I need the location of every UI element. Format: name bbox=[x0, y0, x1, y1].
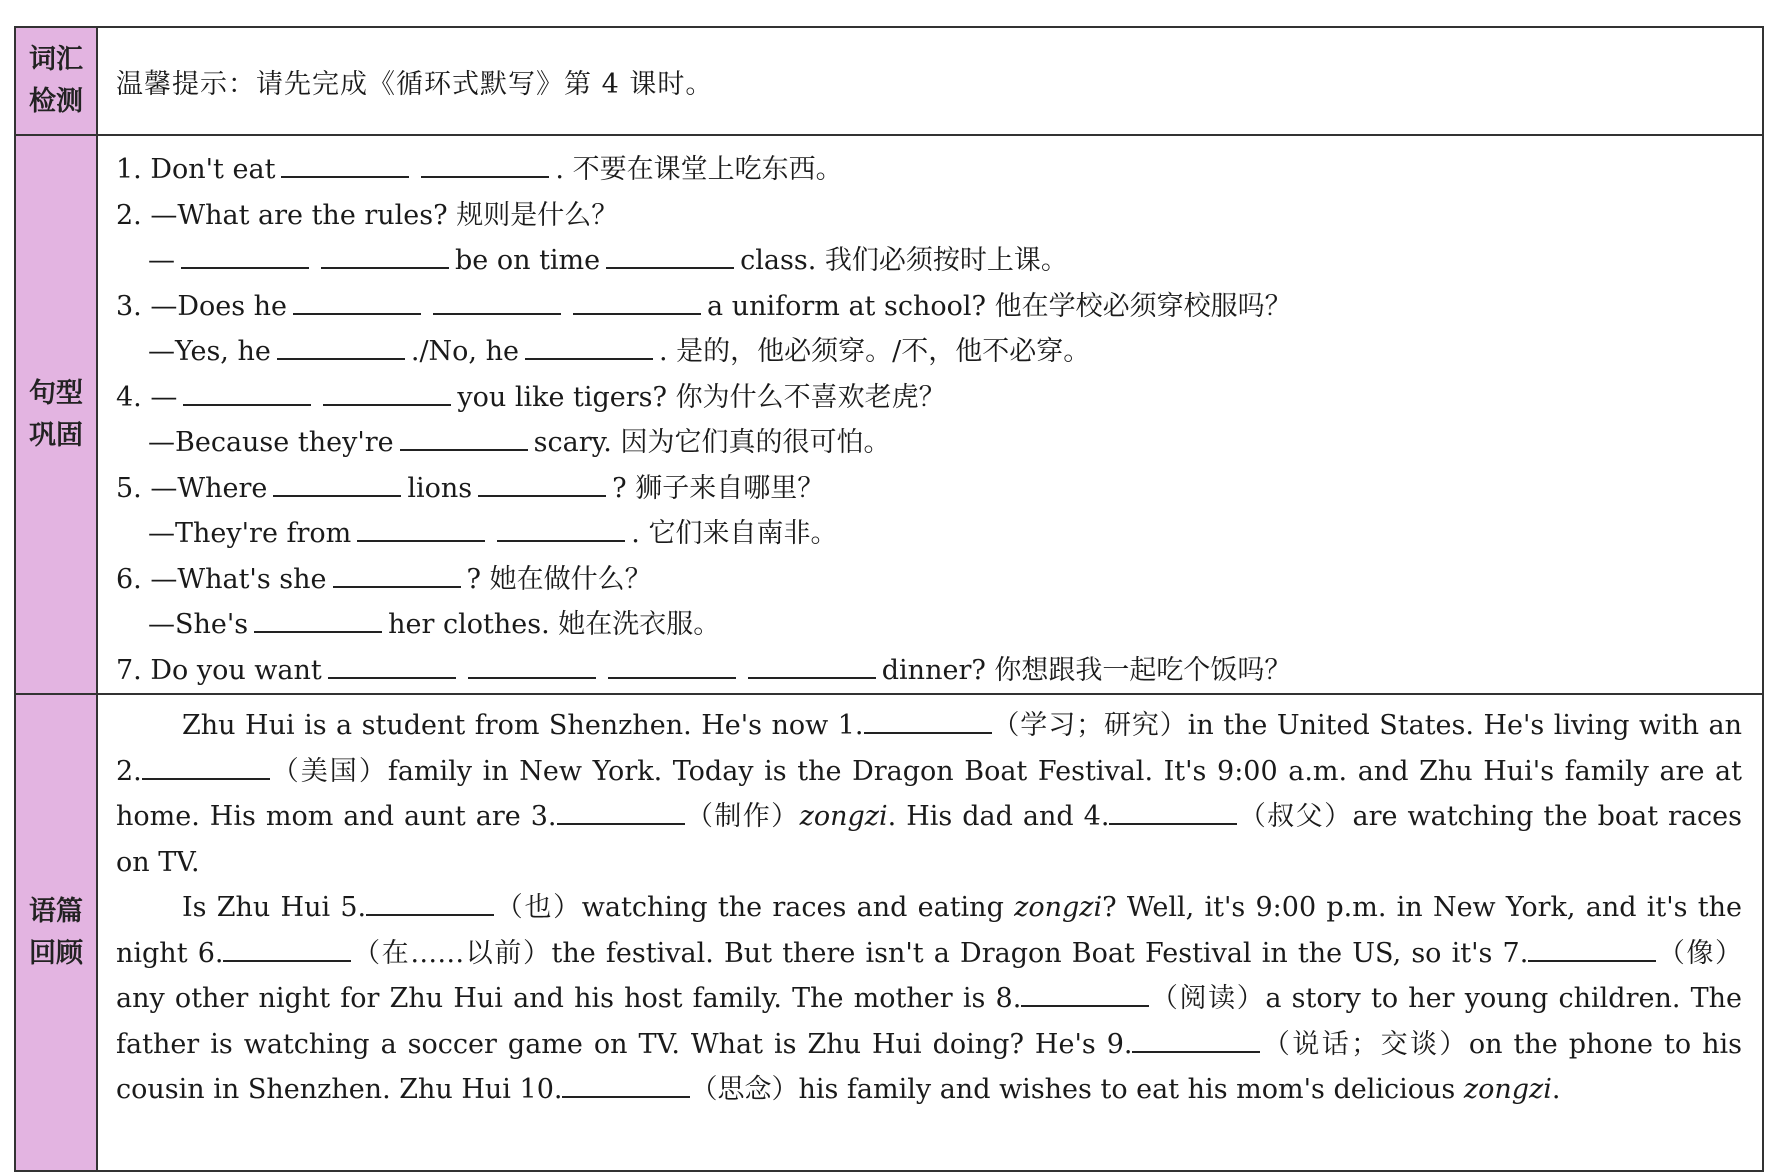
vocab-label-line1: 词汇 bbox=[29, 44, 83, 75]
answer-blank[interactable] bbox=[748, 651, 876, 679]
passage-text-segment: （说话；交谈）on the phone to his cousin in Shenzhen. Zhu Hui 10. bbox=[116, 1028, 1742, 1105]
sentence-line bbox=[116, 420, 1742, 466]
sentence-line bbox=[116, 375, 1742, 421]
passage-text-segment: （思念）his family and wishes to eat his mom's delicious bbox=[690, 1074, 1456, 1105]
answer-blank[interactable] bbox=[254, 605, 382, 633]
passage-text-segment: （学习；研究）in the United States. He's living with an 2. bbox=[116, 710, 1743, 787]
passage-paragraph-2 bbox=[116, 885, 1742, 1113]
sentence-text: ./No, he bbox=[410, 336, 519, 367]
sentence-line bbox=[116, 466, 1742, 512]
worksheet bbox=[14, 26, 1764, 1164]
sentence-text: dinner? 你想跟我一起吃个饭吗？ bbox=[881, 654, 1292, 686]
passage-text-segment: （美国）family in New York. Today is the Dragon Boat Festival. It's 9:00 a.m. and Zhu Hui's family are at home. His mom and aunt are 3. bbox=[116, 755, 1742, 832]
sentence-text: 3. —Does he bbox=[116, 290, 288, 322]
answer-blank[interactable] bbox=[321, 241, 449, 269]
blank-9[interactable] bbox=[1132, 1027, 1260, 1053]
sentence-text: — bbox=[148, 245, 175, 276]
sentence-line bbox=[116, 147, 1742, 193]
passage-content bbox=[97, 694, 1763, 1171]
sentence-text: a uniform at school? 他在学校必须穿校服吗？ bbox=[707, 290, 1292, 322]
sentence-text: scary. 因为它们真的很可怕。 bbox=[533, 427, 891, 458]
answer-blank[interactable] bbox=[333, 560, 461, 588]
passage-row bbox=[15, 694, 1763, 1171]
sentence-line bbox=[116, 284, 1742, 330]
sentence-text: lions bbox=[407, 472, 473, 504]
answer-blank[interactable] bbox=[497, 514, 625, 542]
answer-blank[interactable] bbox=[606, 241, 734, 269]
sentence-line bbox=[116, 511, 1742, 557]
answer-blank[interactable] bbox=[181, 241, 309, 269]
blank-6[interactable] bbox=[223, 936, 351, 962]
answer-blank[interactable] bbox=[273, 469, 401, 497]
vocab-tip: 温馨提示：请先完成《循环式默写》第 4 课时。 bbox=[116, 69, 714, 100]
passage-italic-word: zongzi bbox=[1014, 892, 1103, 923]
sentence-text: 6. —What's she bbox=[116, 563, 327, 595]
sentence-text: ? 她在做什么？ bbox=[466, 563, 652, 595]
passage-text-segment: （也）watching the races and eating bbox=[494, 892, 1004, 923]
answer-blank[interactable] bbox=[433, 287, 561, 315]
sentence-text: 5. —Where bbox=[116, 472, 268, 504]
answer-blank[interactable] bbox=[277, 332, 405, 360]
blank-4[interactable] bbox=[1109, 799, 1237, 825]
answer-blank[interactable] bbox=[468, 651, 596, 679]
passage-text-segment: Is Zhu Hui 5. bbox=[182, 892, 367, 923]
answer-blank[interactable] bbox=[525, 332, 653, 360]
sentence-text: 7. Do you want bbox=[116, 654, 322, 686]
sentence-text: —She's bbox=[148, 609, 249, 640]
passage-text-segment: . His dad and 4. bbox=[887, 801, 1110, 832]
vocab-content bbox=[97, 27, 1763, 135]
answer-blank[interactable] bbox=[478, 469, 606, 497]
answer-blank[interactable] bbox=[281, 150, 409, 178]
answer-blank[interactable] bbox=[573, 287, 701, 315]
blank-1[interactable] bbox=[864, 708, 992, 734]
sentences-row bbox=[15, 135, 1763, 694]
sentence-list bbox=[98, 136, 1762, 693]
sentence-text: ? 狮子来自哪里？ bbox=[612, 472, 825, 504]
worksheet-table bbox=[14, 26, 1764, 1172]
sentence-line bbox=[116, 193, 1742, 239]
passage-text-segment: （像）any other night for Zhu Hui and his host family. The mother is 8. bbox=[116, 937, 1743, 1014]
sentence-text: be on time bbox=[455, 245, 601, 276]
passage-text-segment: ? Well, it's 9:00 p.m. in New York, and it's the night 6. bbox=[116, 892, 1742, 969]
sentence-text: 1. Don't eat bbox=[116, 154, 276, 185]
passage-label-line2: 回顾 bbox=[29, 937, 83, 969]
blank-2[interactable] bbox=[142, 754, 270, 780]
sentence-text: . 不要在课堂上吃东西。 bbox=[555, 154, 843, 185]
blank-3[interactable] bbox=[557, 799, 685, 825]
passage-italic-word: zongzi bbox=[799, 801, 888, 832]
sentence-text: 2. —What are the rules? 规则是什么？ bbox=[116, 199, 619, 231]
vocab-label bbox=[15, 27, 97, 135]
blank-5[interactable] bbox=[366, 890, 494, 916]
sentence-line bbox=[116, 602, 1742, 648]
passage-label bbox=[15, 694, 97, 1171]
passage-text-segment: （叔父）are watching the boat races on TV. bbox=[116, 801, 1743, 878]
passage-label-line1: 语篇 bbox=[29, 895, 83, 927]
blank-10[interactable] bbox=[562, 1072, 690, 1098]
answer-blank[interactable] bbox=[608, 651, 736, 679]
answer-blank[interactable] bbox=[293, 287, 421, 315]
sentence-text: you like tigers? 你为什么不喜欢老虎？ bbox=[457, 381, 946, 413]
sentences-label-line2: 巩固 bbox=[29, 419, 83, 451]
sentence-line bbox=[116, 329, 1742, 375]
sentence-text: class. 我们必须按时上课。 bbox=[740, 245, 1068, 276]
sentence-text: —They're from bbox=[148, 518, 352, 549]
sentences-content bbox=[97, 135, 1763, 694]
sentence-line bbox=[116, 648, 1742, 694]
sentence-text: 4. — bbox=[116, 381, 178, 413]
passage-text-segment: （制作） bbox=[684, 801, 800, 832]
sentence-line bbox=[116, 557, 1742, 603]
sentence-line bbox=[116, 238, 1742, 284]
sentence-text: . 是的，他必须穿。/不，他不必穿。 bbox=[658, 336, 1091, 367]
blank-8[interactable] bbox=[1021, 981, 1149, 1007]
passage-text-segment: Zhu Hui is a student from Shenzhen. He's now 1. bbox=[182, 710, 864, 741]
vocab-row bbox=[15, 27, 1763, 135]
answer-blank[interactable] bbox=[323, 378, 451, 406]
passage-text-segment: （阅读）a story to her young children. The father is watching a soccer game on TV. What is Zhu Hui doing? He's 9. bbox=[116, 983, 1742, 1060]
passage-text bbox=[98, 695, 1762, 1113]
sentence-text: . 它们来自南非。 bbox=[631, 518, 838, 549]
sentence-text: —Because they're bbox=[148, 427, 394, 458]
answer-blank[interactable] bbox=[183, 378, 311, 406]
blank-7[interactable] bbox=[1528, 936, 1656, 962]
passage-paragraph-1 bbox=[116, 703, 1742, 885]
answer-blank[interactable] bbox=[421, 150, 549, 178]
answer-blank[interactable] bbox=[357, 514, 485, 542]
sentence-text: —Yes, he bbox=[148, 336, 271, 367]
sentence-text: her clothes. 她在洗衣服。 bbox=[388, 609, 721, 640]
passage-text-segment: . bbox=[1551, 1074, 1561, 1105]
passage-text-segment: （在……以前）the festival. But there isn't a Dragon Boat Festival in the US, so it's 7. bbox=[351, 937, 1529, 969]
sentences-label bbox=[15, 135, 97, 694]
answer-blank[interactable] bbox=[400, 423, 528, 451]
passage-italic-word: zongzi bbox=[1463, 1074, 1552, 1105]
vocab-label-line2: 检测 bbox=[29, 86, 83, 117]
sentences-label-line1: 句型 bbox=[29, 377, 83, 409]
answer-blank[interactable] bbox=[328, 651, 456, 679]
